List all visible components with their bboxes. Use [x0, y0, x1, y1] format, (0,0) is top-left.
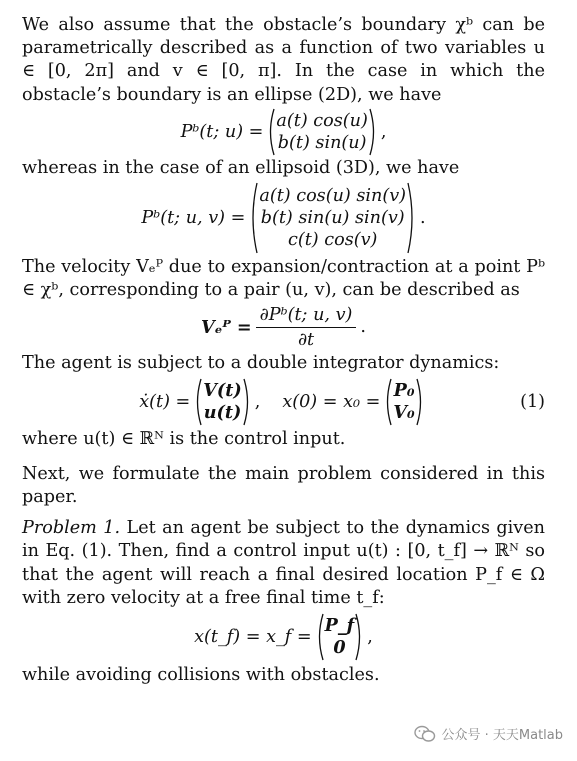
equation-lhs: Vₑᴾ =	[200, 316, 252, 338]
equation-ellipse	[22, 107, 545, 157]
column-vector	[266, 108, 377, 156]
equation-trailing-punct: ,	[367, 627, 373, 648]
left-paren-icon	[383, 378, 392, 426]
matrix-row: V₀	[393, 401, 415, 423]
fraction-denominator: ∂t	[297, 329, 315, 350]
equation-number: (1)	[520, 391, 545, 412]
right-paren-icon	[243, 378, 252, 426]
matrix-row: u(t)	[203, 401, 242, 423]
equation-lhs: ẋ(t) =	[139, 391, 191, 412]
matrix-row: c(t) cos(v)	[288, 230, 378, 251]
watermark-text: 公众号 · 天天Matlab	[441, 728, 563, 743]
matrix-row: 0	[333, 637, 346, 659]
column-vector	[248, 182, 417, 254]
problem-text: Let an agent be subject to the dynamics given in Eq. (1). Then, find a control input u(t) : [0, t_f] → ℝᴺ so that the agent will reach a final desired location P_f ∈ Ω with zero velocity at a free final time t_f:	[22, 518, 545, 608]
equation-lhs: Pᵇ(t; u) =	[180, 121, 264, 142]
matrix-row: b(t) sin(u) sin(v)	[260, 208, 405, 229]
paragraph-ellipsoid-intro: whereas in the case of an ellipsoid (3D), we have	[22, 157, 460, 178]
equation-trailing-punct: .	[360, 317, 366, 338]
column-vector	[193, 378, 251, 426]
equation-lhs: x(t_f) = x_f =	[194, 627, 312, 648]
matrix-row: a(t) cos(u)	[276, 110, 368, 131]
watermark	[414, 724, 563, 743]
paragraph-main-problem: Next, we formulate the main problem considered in this paper.	[22, 463, 545, 508]
equation-final-state	[22, 610, 545, 664]
left-paren-icon	[193, 378, 202, 426]
right-paren-icon	[355, 613, 364, 661]
equation-velocity	[22, 302, 545, 352]
matrix-row: P₀	[393, 379, 415, 401]
problem-statement	[22, 517, 545, 610]
equation-lhs: Pᵇ(t; u, v) =	[141, 208, 246, 229]
equation-dynamics	[22, 376, 545, 428]
matrix-row: b(t) sin(u)	[277, 132, 367, 153]
equation-lhs-initial: x(0) = x₀ =	[282, 391, 381, 412]
equation-trailing-punct: .	[420, 208, 426, 229]
right-paren-icon	[369, 108, 378, 156]
matrix-row: a(t) cos(u) sin(v)	[259, 186, 407, 207]
column-vector	[383, 378, 424, 426]
matrix-row: P_f	[324, 615, 355, 637]
problem-label: Problem 1.	[22, 518, 121, 539]
column-vector	[315, 613, 365, 661]
paragraph-dynamics: The agent is subject to a double integrator dynamics:	[22, 353, 500, 374]
fraction	[256, 305, 357, 350]
paragraph-closing: while avoiding collisions with obstacles.	[22, 665, 380, 686]
paragraph-boundary-intro: We also assume that the obstacle’s boundary χᵇ can be parametrically described as a function of two variables u ∈ [0, 2π] and v ∈ [0, π]. In the case in which the obstacle’s boundary is an ellipse (2D), we have	[22, 15, 545, 105]
fraction-numerator: ∂Pᵇ(t; u, v)	[256, 305, 357, 328]
equation-separator: ,	[254, 391, 261, 412]
left-paren-icon	[315, 613, 324, 661]
left-paren-icon	[248, 182, 258, 254]
equation-ellipsoid	[22, 180, 545, 256]
matrix-row: V(t)	[203, 379, 242, 401]
right-paren-icon	[407, 182, 417, 254]
paragraph-control-input: where u(t) ∈ ℝᴺ is the control input.	[22, 428, 346, 449]
paper-body	[22, 14, 545, 687]
equation-trailing-punct: ,	[380, 121, 387, 142]
right-paren-icon	[416, 378, 425, 426]
paragraph-velocity: The velocity Vₑᴾ due to expansion/contraction at a point Pᵇ ∈ χᵇ, corresponding to a pair (u, v), can be described as	[22, 257, 545, 301]
left-paren-icon	[266, 108, 275, 156]
wechat-icon	[414, 725, 436, 743]
